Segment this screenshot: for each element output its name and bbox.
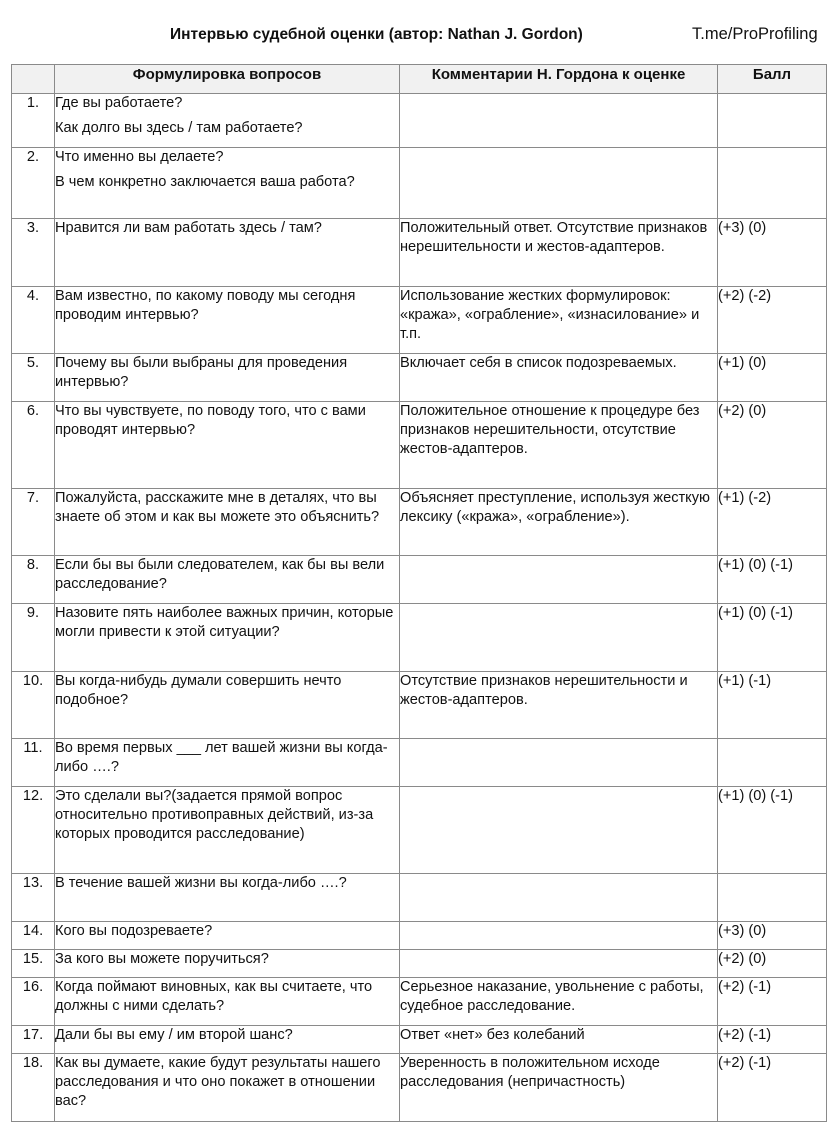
question-cell <box>55 94 400 148</box>
question-cell: Если бы вы были следователем, как бы вы вели расследование? <box>55 556 400 604</box>
score-cell: (+2) (0) <box>718 950 827 978</box>
row-number: 3. <box>12 219 55 287</box>
table-row <box>12 978 827 1026</box>
comment-cell: Объясняет преступление, используя жесткую лексику («кража», «ограбление»). <box>400 489 718 556</box>
comment-cell: Серьезное наказание, увольнение с работы, судебное расследование. <box>400 978 718 1026</box>
comment-cell: Включает себя в список подозреваемых. <box>400 354 718 402</box>
table-row <box>12 739 827 787</box>
row-number: 6. <box>12 402 55 489</box>
comment-cell: Ответ «нет» без колебаний <box>400 1026 718 1054</box>
question-cell: Почему вы были выбраны для проведения интервью? <box>55 354 400 402</box>
score-cell <box>718 94 827 148</box>
score-cell <box>718 874 827 922</box>
table-row <box>12 874 827 922</box>
question-text: Где вы работаете? <box>55 95 183 111</box>
question-cell: Дали бы вы ему / им второй шанс? <box>55 1026 400 1054</box>
table-row <box>12 922 827 950</box>
score-cell <box>718 148 827 219</box>
table-row <box>12 219 827 287</box>
score-cell: (+1) (0) (-1) <box>718 787 827 874</box>
row-number: 15. <box>12 950 55 978</box>
row-number: 1. <box>12 94 55 148</box>
row-number: 14. <box>12 922 55 950</box>
comment-cell <box>400 787 718 874</box>
row-number: 17. <box>12 1026 55 1054</box>
table-row <box>12 402 827 489</box>
channel-tag: T.me/ProProfiling <box>692 25 818 43</box>
page-header <box>0 0 835 64</box>
question-text: Что именно вы делаете? <box>55 149 224 165</box>
row-number: 9. <box>12 604 55 672</box>
comment-cell <box>400 604 718 672</box>
row-number: 7. <box>12 489 55 556</box>
table-row <box>12 489 827 556</box>
row-number: 12. <box>12 787 55 874</box>
comment-cell <box>400 922 718 950</box>
questions-table <box>11 64 827 1122</box>
question-cell: Нравится ли вам работать здесь / там? <box>55 219 400 287</box>
row-number: 16. <box>12 978 55 1026</box>
table-row <box>12 950 827 978</box>
score-cell: (+2) (-1) <box>718 978 827 1026</box>
table-row <box>12 354 827 402</box>
row-number: 2. <box>12 148 55 219</box>
row-number: 18. <box>12 1054 55 1122</box>
score-cell: (+2) (-1) <box>718 1054 827 1122</box>
comment-cell <box>400 950 718 978</box>
score-cell <box>718 739 827 787</box>
table-row <box>12 1026 827 1054</box>
comment-cell <box>400 739 718 787</box>
question-cell: Кого вы подозреваете? <box>55 922 400 950</box>
question-cell: За кого вы можете поручиться? <box>55 950 400 978</box>
question-cell: Вам известно, по какому поводу мы сегодня проводим интервью? <box>55 287 400 354</box>
comment-cell <box>400 556 718 604</box>
question-followup-text: В чем конкретно заключается ваша работа? <box>55 174 355 191</box>
row-number: 10. <box>12 672 55 739</box>
column-header-number <box>12 65 55 94</box>
column-header-comment: Комментарии Н. Гордона к оценке <box>400 65 718 94</box>
question-cell: Когда поймают виновных, как вы считаете, что должны с ними сделать? <box>55 978 400 1026</box>
score-cell: (+1) (0) (-1) <box>718 604 827 672</box>
score-cell: (+2) (-1) <box>718 1026 827 1054</box>
row-number: 13. <box>12 874 55 922</box>
question-cell: Как вы думаете, какие будут результаты нашего расследования и что оно покажет в отношении вас? <box>55 1054 400 1122</box>
score-cell: (+1) (0) (-1) <box>718 556 827 604</box>
table-row <box>12 672 827 739</box>
row-number: 5. <box>12 354 55 402</box>
row-number: 8. <box>12 556 55 604</box>
question-cell: В течение вашей жизни вы когда-либо ….? <box>55 874 400 922</box>
comment-cell: Уверенность в положительном исходе расследования (непричастность) <box>400 1054 718 1122</box>
comment-cell <box>400 94 718 148</box>
table-row <box>12 148 827 219</box>
question-cell: Назовите пять наиболее важных причин, которые могли привести к этой ситуации? <box>55 604 400 672</box>
comment-cell: Использование жестких формулировок: «кража», «ограбление», «изнасилование» и т.п. <box>400 287 718 354</box>
question-cell <box>55 148 400 219</box>
column-header-question: Формулировка вопросов <box>55 65 400 94</box>
table-row <box>12 604 827 672</box>
column-header-score: Балл <box>718 65 827 94</box>
score-cell: (+1) (-2) <box>718 489 827 556</box>
comment-cell: Положительный ответ. Отсутствие признаков нерешительности и жестов-адаптеров. <box>400 219 718 287</box>
table-row <box>12 94 827 148</box>
question-cell: Пожалуйста, расскажите мне в деталях, что вы знаете об этом и как вы можете это объяснить? <box>55 489 400 556</box>
table-row <box>12 787 827 874</box>
comment-cell <box>400 874 718 922</box>
comment-cell: Отсутствие признаков нерешительности и жестов-адаптеров. <box>400 672 718 739</box>
question-cell: Это сделали вы?(задается прямой вопрос относительно противоправных действий, из-за которых проводится расследование) <box>55 787 400 874</box>
table-row <box>12 287 827 354</box>
score-cell: (+2) (0) <box>718 402 827 489</box>
score-cell: (+1) (0) <box>718 354 827 402</box>
score-cell: (+3) (0) <box>718 922 827 950</box>
question-cell: Вы когда-нибудь думали совершить нечто подобное? <box>55 672 400 739</box>
table-row <box>12 1054 827 1122</box>
table-header-row <box>12 65 827 94</box>
row-number: 4. <box>12 287 55 354</box>
score-cell: (+1) (-1) <box>718 672 827 739</box>
score-cell: (+2) (-2) <box>718 287 827 354</box>
table-row <box>12 556 827 604</box>
question-followup-text: Как долго вы здесь / там работаете? <box>55 120 303 137</box>
question-cell: Что вы чувствуете, по поводу того, что с вами проводят интервью? <box>55 402 400 489</box>
document-title: Интервью судебной оценки (автор: Nathan J. Gordon) <box>170 26 583 43</box>
comment-cell: Положительное отношение к процедуре без признаков нерешительности, отсутствие жестов-адаптеров. <box>400 402 718 489</box>
question-cell: Во время первых ___ лет вашей жизни вы когда-либо ….? <box>55 739 400 787</box>
score-cell: (+3) (0) <box>718 219 827 287</box>
comment-cell <box>400 148 718 219</box>
row-number: 11. <box>12 739 55 787</box>
